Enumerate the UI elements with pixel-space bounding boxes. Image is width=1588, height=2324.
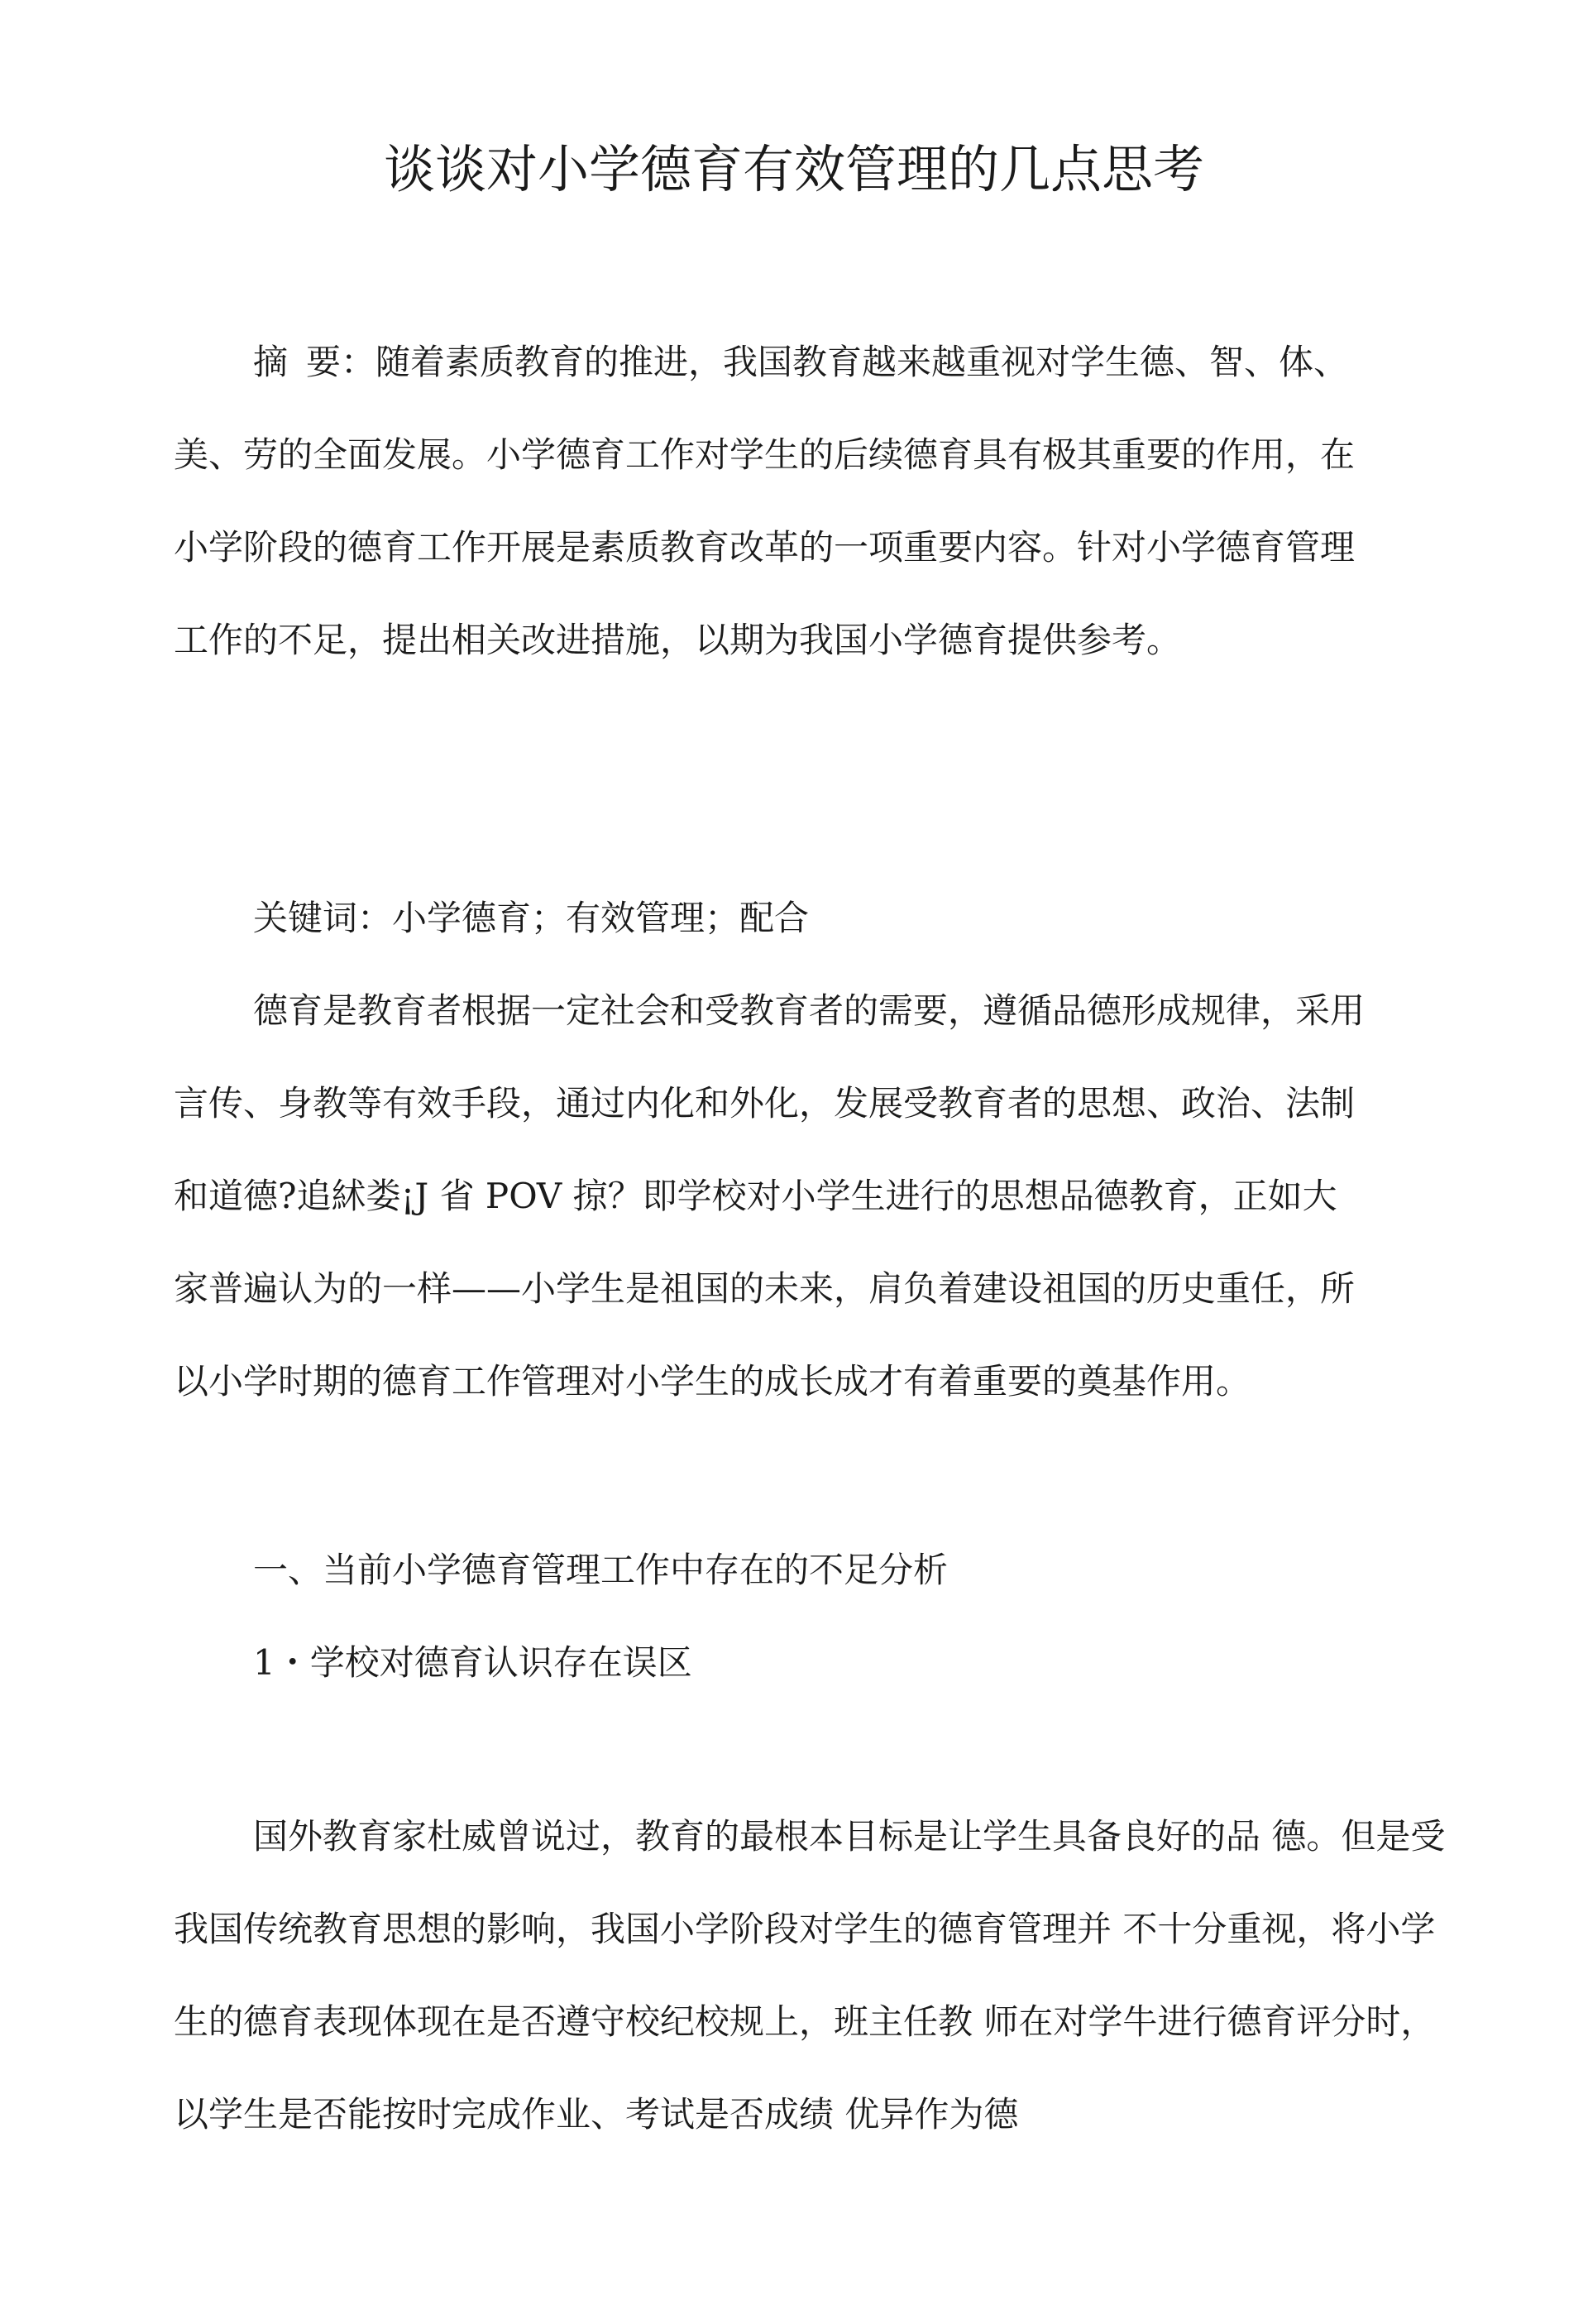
body-paragraph-definition: 德育是教育者根据一定社会和受教育者的需要，遵循品德形成规律，采用言传、身教等有效手段，通过内化和外化，发展受教育者的思想、政治、法制和道德?追絉娄¡J 省 POV 掠？即学校对小学生进行的思想品德教育，正如大家普遍认为的一样——小学生是祖国的未来，肩负着建设祖国的历史重任，所以小学时期的德育工作管理对小学生的成长成才有着重要的奠基作用。 — [174, 990, 1366, 1402]
keywords-line: 关键词：小学德育；有效管理；配合 — [253, 898, 810, 938]
document-title: 谈谈对小学德育有效管理的几点思考 — [383, 139, 1204, 199]
abstract-label-first-char: 摘 — [253, 342, 289, 382]
subsection-heading: 1・学校对德育认识存在误区 — [253, 1642, 692, 1683]
abstract-text: ：随着素质教育的推进，我国教育越来越重视对学生德、智、体、美、劳的全面发展。小学德育工作对学生的后续德育具有极其重要的作用，在小学阶段的德育工作开展是素质教育改革的一项重要内容。针对小学德育管理工作的不足，提出相关改进措施，以期为我国小学德育提供参考。 — [174, 342, 1356, 660]
abstract-paragraph — [174, 316, 1365, 687]
body-paragraph-dewey: 国外教育家杜威曾说过，教育的最根本目标是让学生具备良好的品 德。但是受我国传统教育思想的影响，我国小学阶段对学生的德育管理并 不十分重视，将小学生的德育表现体现在是否遵守校纪校规上，班主任教 师在对学牛进行德育评分时，以学生是否能按时完成作业、考试是否成绩 优异作为德 — [174, 1816, 1446, 2135]
abstract-label-second-char: 要 — [306, 342, 342, 382]
section-heading: 一、当前小学德育管理工作中存在的不足分析 — [253, 1550, 949, 1590]
